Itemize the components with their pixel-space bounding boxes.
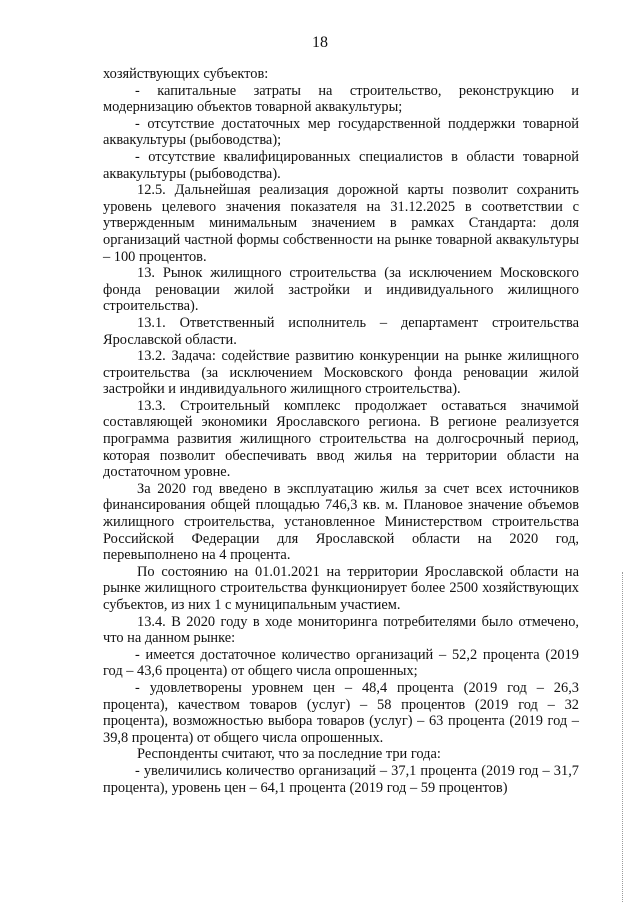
paragraph-continuation: хозяйствующих субъектов: bbox=[103, 66, 269, 82]
list-item-state-support: - отсутствие достаточных мер государственной поддержки товарной аквакультуры (рыбоводства); bbox=[103, 115, 579, 149]
page-number: 18 bbox=[312, 34, 328, 51]
section-heading-13: 13. Рынок жилищного строительства (за исключением Московского фонда реновации жилой застройки и индивидуального жилищного строительства). bbox=[103, 265, 579, 315]
document-body bbox=[103, 66, 579, 796]
paragraph-13-4: 13.4. В 2020 году в ходе мониторинга потребителями было отмечено, что на данном рынке: bbox=[103, 613, 579, 647]
paragraph-13-1: 13.1. Ответственный исполнитель – департамент строительства Ярославской области. bbox=[103, 314, 579, 348]
paragraph-12-5: 12.5. Дальнейшая реализация дорожной карты позволит сохранить уровень целевого значения показателя на 31.12.2025 в соответствии с утвержденным минимальным значением в рамках Стандарта: доля организаций частной формы собственности на рынке товарной аквакультуры – 100 процентов. bbox=[103, 182, 579, 265]
paragraph-respondents: Респонденты считают, что за последние три года: bbox=[137, 746, 441, 763]
paragraph-13-3: 13.3. Строительный комплекс продолжает оставаться значимой составляющей экономики Ярославского региона. В регионе реализуется программа развития жилищного строительства на долгосрочный период, которая позволит обеспечивать ввод жилья на территории области на достаточном уровне. bbox=[103, 397, 579, 481]
list-item-satisfaction: - удовлетворены уровнем цен – 48,4 процента (2019 год – 26,3 процента), качеством товаров (услуг) – 58 процентов (2019 год – 32 процента), возможностью выбора товаров (услуг) – 63 процента (2019 год – 39,8 процента) от общего числа опрошенных. bbox=[103, 679, 579, 746]
paragraph-13-2: 13.2. Задача: содействие развитию конкуренции на рынке жилищного строительства (за исключением Московского фонда реновации жилой застройки и индивидуального жилищного строительства). bbox=[103, 348, 579, 398]
scan-edge-mark bbox=[622, 572, 625, 902]
paragraph-market-entities: По состоянию на 01.01.2021 на территории Ярославской области на рынке жилищного строительства функционирует более 2500 хозяйствующих субъектов, из них 1 с муниципальным участием. bbox=[103, 563, 579, 613]
list-item-organizations: - имеется достаточное количество организаций – 52,2 процента (2019 год – 43,6 процента) от общего числа опрошенных; bbox=[103, 646, 579, 680]
list-item-increase: - увеличились количество организаций – 37,1 процента (2019 год – 31,7 процента), уровень цен – 64,1 процента (2019 год – 59 процентов) bbox=[103, 762, 579, 796]
list-item-specialists: - отсутствие квалифицированных специалистов в области товарной аквакультуры (рыбоводства). bbox=[103, 148, 579, 182]
paragraph-housing-2020: За 2020 год введено в эксплуатацию жилья за счет всех источников финансирования общей площадью 746,3 кв. м. Плановое значение объемов жилищного строительства, установленное Министерством строительства Российской Федерации для Ярославской области на 2020 год, перевыполнено на 4 процента. bbox=[103, 480, 579, 564]
list-item-capital-costs: - капитальные затраты на строительство, реконструкцию и модернизацию объектов товарной аквакультуры; bbox=[103, 82, 579, 116]
